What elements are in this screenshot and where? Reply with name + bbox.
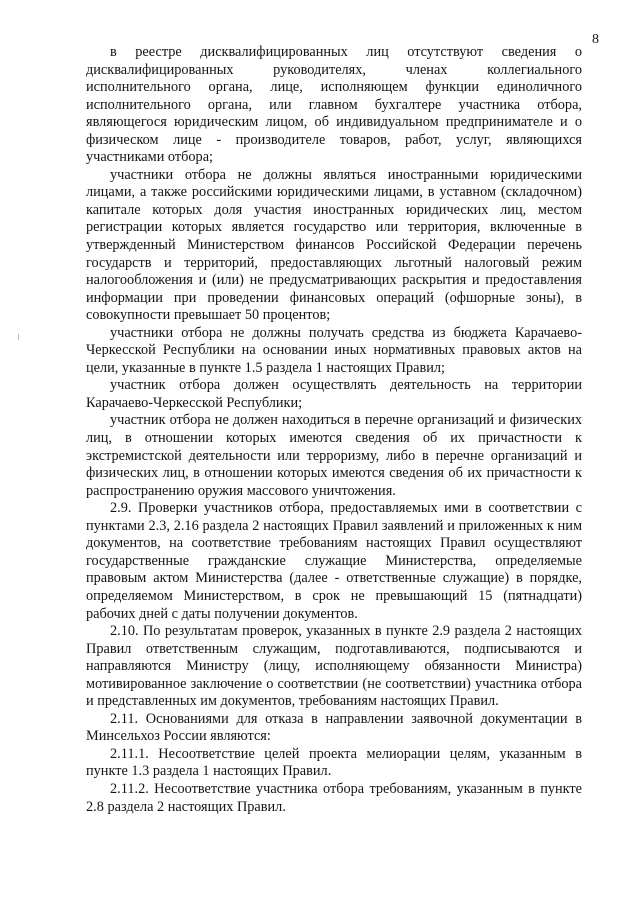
- document-body: [86, 44, 582, 816]
- paragraph-2-11-2: 2.11.2. Несоответствие участника отбора требованиям, указанным в пункте 2.8 раздела 2 настоящих Правил.: [86, 780, 582, 815]
- page-number: 8: [592, 32, 599, 47]
- scan-edge-mark: [18, 334, 19, 340]
- paragraph-2-11: 2.11. Основаниями для отказа в направлении заявочной документации в Минсельхоз России являются:: [86, 710, 582, 745]
- paragraph-2-11-1: 2.11.1. Несоответствие целей проекта мелиорации целям, указанным в пункте 1.3 раздела 1 настоящих Правил.: [86, 745, 582, 780]
- paragraph-no-budget-funds: участники отбора не должны получать средства из бюджета Карачаево-Черкесской Республики на основании иных нормативных правовых актов на цели, указанные в пункте 1.5 раздела 1 настоящих Правил;: [86, 324, 582, 376]
- paragraph-2-10: 2.10. По результатам проверок, указанных в пункте 2.9 раздела 2 настоящих Правил ответственным служащим, подготавливаются, подписываются и направляются Министру (лицу, исполняющему обязанности Министра) мотивированное заключение о соответствии (не соответствии) участника отбора и представленных им документов, требованиям настоящих Правил.: [86, 623, 582, 710]
- paragraph-activity-territory: участник отбора должен осуществлять деятельность на территории Карачаево-Черкесской Республики;: [86, 377, 582, 411]
- paragraph-2-9: 2.9. Проверки участников отбора, предоставляемых ими в соответствии с пунктами 2.3, 2.16 раздела 2 настоящих Правил заявлений и приложенных к ним документов, на соответствие требованиям настоящих Правил осуществляют государственные гражданские служащие Министерства, определяемые правовым актом Министерства (далее - ответственные служащие) в порядке, определяемом Министерством, в срок не превышающий 15 (пятнадцати) рабочих дней с даты получении документов.: [86, 500, 582, 622]
- paragraph-disqualified-persons-registry: в реестре дисквалифицированных лиц отсутствуют сведения о дисквалифицированных руководителях, членах коллегиального исполнительного органа, лице, исполняющем функции единоличного исполнительного органа, или главном бухгалтере участника отбора, являющегося юридическим лицом, об индивидуальном предпринимателе и о физическом лице - производителе товаров, работ, услуг, являющихся участниками отбора;: [86, 44, 582, 166]
- paragraph-extremism-list: участник отбора не должен находиться в перечне организаций и физических лиц, в отношении которых имеются сведения об их причастности к экстремистской деятельности или терроризму, либо в перечне организаций и физических лиц, в отношении которых имеются сведения об их причастности к распространению оружия массового уничтожения.: [86, 412, 582, 499]
- paragraph-foreign-legal-entities: участники отбора не должны являться иностранными юридическими лицами, а также российскими юридическими лицами, в уставном (складочном) капитале которых доля участия иностранных юридических лиц, местом регистрации которых является государство или территория, включенные в утвержденный Министерством финансов Российской Федерации перечень государств и территорий, предоставляющих льготный налоговый режим налогообложения и (или) не предусматривающих раскрытия и предоставления информации при проведении финансовых операций (офшорные зоны), в совокупности превышает 50 процентов;: [86, 166, 582, 324]
